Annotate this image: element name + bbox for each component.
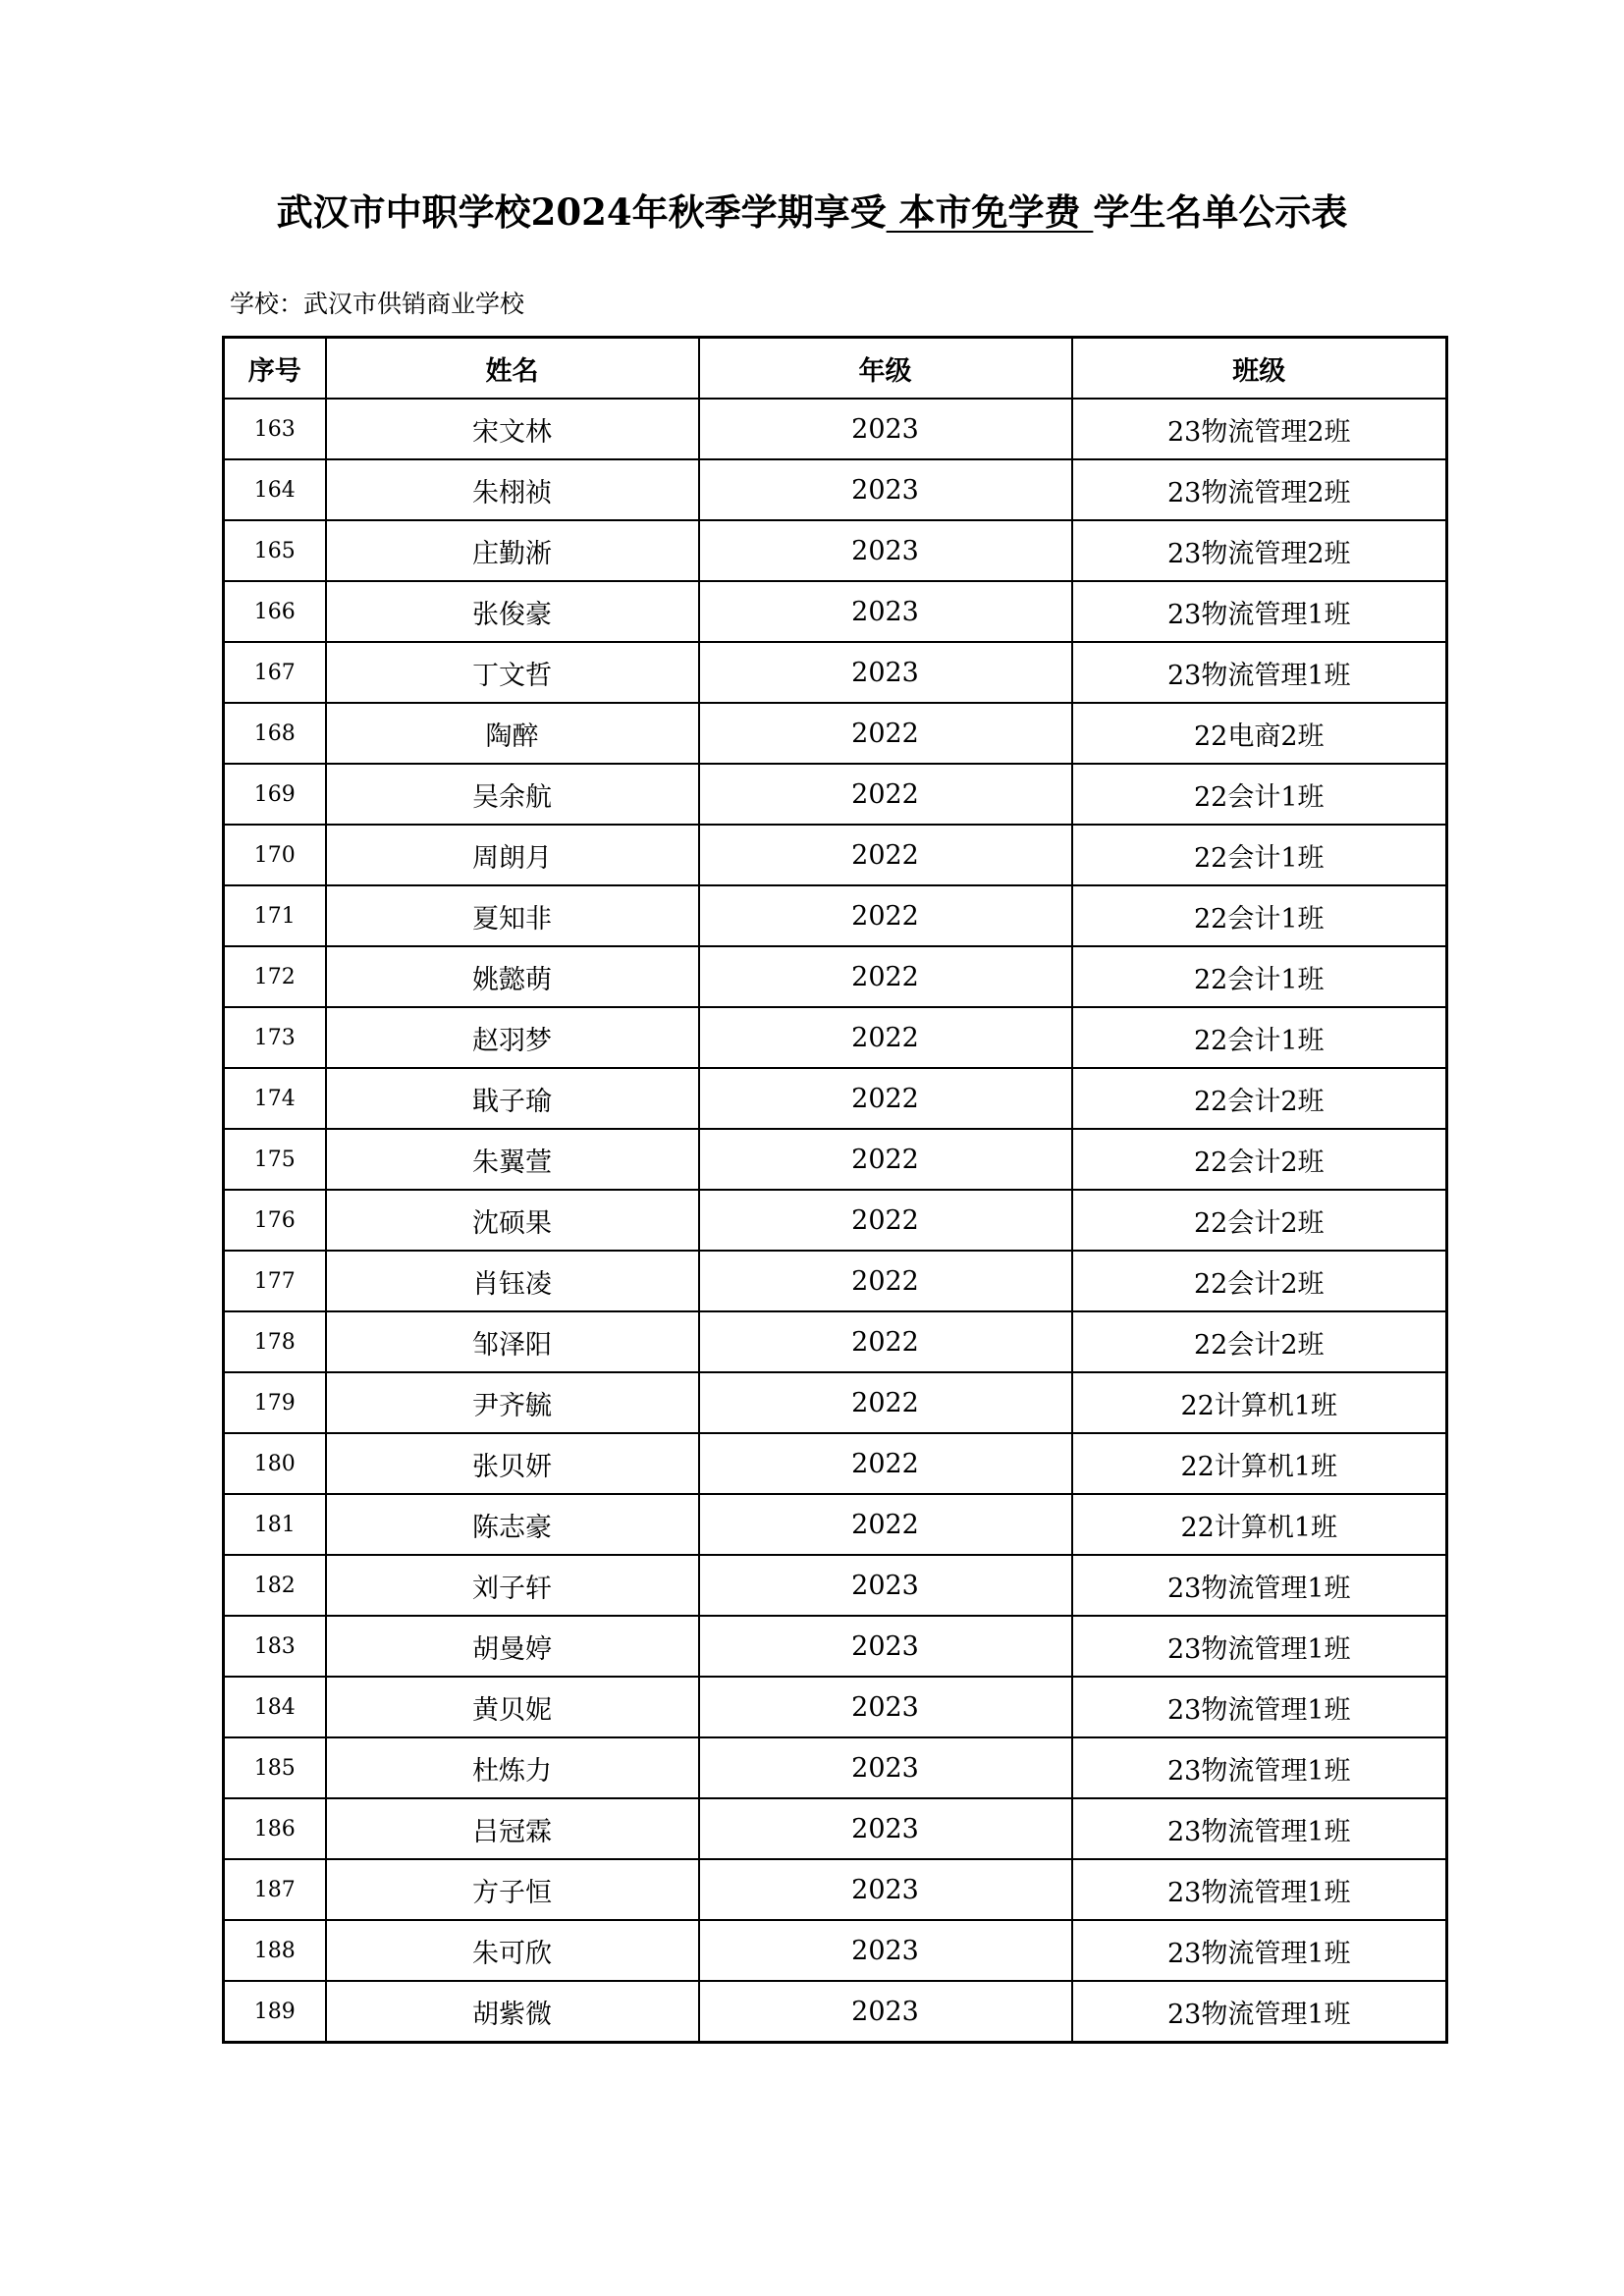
cell-grade: 2023: [699, 1677, 1072, 1737]
cell-seq: 182: [224, 1555, 326, 1616]
cell-grade: 2023: [699, 642, 1072, 703]
title-underlined-term: 本市免学费: [886, 190, 1094, 234]
cell-name: 胡紫微: [326, 1981, 699, 2043]
cell-seq: 185: [224, 1737, 326, 1798]
cell-seq: 171: [224, 885, 326, 946]
cell-class: 22会计2班: [1072, 1251, 1447, 1311]
table-row: [224, 1555, 1447, 1616]
cell-class: 23物流管理2班: [1072, 459, 1447, 520]
cell-seq: 184: [224, 1677, 326, 1737]
cell-class: 23物流管理1班: [1072, 1981, 1447, 2043]
cell-class: 22计算机1班: [1072, 1372, 1447, 1433]
cell-grade: 2023: [699, 520, 1072, 581]
table-row: [224, 581, 1447, 642]
cell-class: 23物流管理1班: [1072, 1555, 1447, 1616]
cell-class: 22会计1班: [1072, 885, 1447, 946]
table-row: [224, 399, 1447, 459]
cell-name: 赵羽梦: [326, 1007, 699, 1068]
cell-grade: 2023: [699, 1859, 1072, 1920]
cell-seq: 176: [224, 1190, 326, 1251]
cell-class: 22会计1班: [1072, 946, 1447, 1007]
cell-class: 22会计1班: [1072, 1007, 1447, 1068]
table-row: [224, 520, 1447, 581]
header-row: [224, 338, 1447, 400]
cell-seq: 187: [224, 1859, 326, 1920]
cell-seq: 189: [224, 1981, 326, 2043]
header-grade: 年级: [699, 338, 1072, 400]
cell-class: 23物流管理1班: [1072, 1616, 1447, 1677]
cell-class: 23物流管理1班: [1072, 581, 1447, 642]
cell-grade: 2022: [699, 764, 1072, 825]
cell-class: 23物流管理1班: [1072, 1920, 1447, 1981]
cell-grade: 2022: [699, 1433, 1072, 1494]
cell-seq: 166: [224, 581, 326, 642]
table-row: [224, 885, 1447, 946]
cell-name: 夏知非: [326, 885, 699, 946]
cell-grade: 2022: [699, 946, 1072, 1007]
table-row: [224, 1920, 1447, 1981]
cell-name: 张俊豪: [326, 581, 699, 642]
cell-seq: 186: [224, 1798, 326, 1859]
table-row: [224, 1007, 1447, 1068]
cell-seq: 174: [224, 1068, 326, 1129]
title-suffix: 学生名单公示表: [1093, 190, 1348, 234]
cell-grade: 2023: [699, 1920, 1072, 1981]
cell-seq: 188: [224, 1920, 326, 1981]
document-title: [0, 188, 1624, 236]
table-row: [224, 825, 1447, 885]
cell-name: 朱翼萱: [326, 1129, 699, 1190]
cell-seq: 165: [224, 520, 326, 581]
cell-grade: 2022: [699, 1190, 1072, 1251]
cell-class: 22会计1班: [1072, 764, 1447, 825]
table-row: [224, 1129, 1447, 1190]
table-body: [224, 399, 1447, 2043]
cell-seq: 178: [224, 1311, 326, 1372]
table-row: [224, 1798, 1447, 1859]
cell-grade: 2023: [699, 1981, 1072, 2043]
table-row: [224, 1859, 1447, 1920]
cell-name: 杜炼力: [326, 1737, 699, 1798]
cell-class: 22会计2班: [1072, 1190, 1447, 1251]
cell-seq: 163: [224, 399, 326, 459]
cell-grade: 2023: [699, 1616, 1072, 1677]
cell-class: 23物流管理2班: [1072, 399, 1447, 459]
cell-grade: 2022: [699, 1007, 1072, 1068]
cell-name: 朱可欣: [326, 1920, 699, 1981]
cell-name: 肖钰凌: [326, 1251, 699, 1311]
cell-grade: 2022: [699, 825, 1072, 885]
table-row: [224, 764, 1447, 825]
title-prefix: 武汉市中职学校2024年秋季学期享受: [276, 190, 887, 234]
school-name: 学校：武汉市供销商业学校: [230, 290, 525, 318]
cell-class: 22计算机1班: [1072, 1494, 1447, 1555]
table-row: [224, 1981, 1447, 2043]
cell-class: 23物流管理1班: [1072, 1798, 1447, 1859]
cell-grade: 2022: [699, 1494, 1072, 1555]
cell-name: 刘子轩: [326, 1555, 699, 1616]
cell-class: 23物流管理1班: [1072, 642, 1447, 703]
student-roster-table: [222, 336, 1448, 2044]
cell-grade: 2022: [699, 885, 1072, 946]
cell-grade: 2023: [699, 459, 1072, 520]
cell-class: 22电商2班: [1072, 703, 1447, 764]
cell-class: 22会计2班: [1072, 1068, 1447, 1129]
cell-grade: 2023: [699, 399, 1072, 459]
cell-name: 吕冠霖: [326, 1798, 699, 1859]
cell-seq: 181: [224, 1494, 326, 1555]
cell-name: 沈硕果: [326, 1190, 699, 1251]
cell-seq: 169: [224, 764, 326, 825]
cell-name: 方子恒: [326, 1859, 699, 1920]
header-class: 班级: [1072, 338, 1447, 400]
cell-class: 22会计1班: [1072, 825, 1447, 885]
cell-class: 23物流管理1班: [1072, 1677, 1447, 1737]
cell-grade: 2023: [699, 581, 1072, 642]
cell-seq: 177: [224, 1251, 326, 1311]
cell-name: 朱栩祯: [326, 459, 699, 520]
cell-grade: 2022: [699, 703, 1072, 764]
cell-grade: 2022: [699, 1251, 1072, 1311]
cell-name: 陶醉: [326, 703, 699, 764]
cell-seq: 173: [224, 1007, 326, 1068]
cell-seq: 167: [224, 642, 326, 703]
cell-name: 丁文哲: [326, 642, 699, 703]
table-row: [224, 1433, 1447, 1494]
cell-name: 宋文林: [326, 399, 699, 459]
table-row: [224, 703, 1447, 764]
table-row: [224, 459, 1447, 520]
cell-seq: 183: [224, 1616, 326, 1677]
cell-seq: 170: [224, 825, 326, 885]
cell-class: 22计算机1班: [1072, 1433, 1447, 1494]
cell-name: 张贝妍: [326, 1433, 699, 1494]
cell-name: 庄勤淅: [326, 520, 699, 581]
table-row: [224, 1494, 1447, 1555]
cell-name: 邹泽阳: [326, 1311, 699, 1372]
header-name: 姓名: [326, 338, 699, 400]
cell-seq: 168: [224, 703, 326, 764]
cell-name: 胡曼婷: [326, 1616, 699, 1677]
cell-name: 黄贝妮: [326, 1677, 699, 1737]
table-row: [224, 1677, 1447, 1737]
table-row: [224, 1616, 1447, 1677]
table-row: [224, 1251, 1447, 1311]
cell-class: 23物流管理1班: [1072, 1859, 1447, 1920]
cell-name: 戢子瑜: [326, 1068, 699, 1129]
cell-class: 22会计2班: [1072, 1129, 1447, 1190]
cell-name: 姚懿萌: [326, 946, 699, 1007]
cell-seq: 179: [224, 1372, 326, 1433]
cell-name: 陈志豪: [326, 1494, 699, 1555]
table-row: [224, 1737, 1447, 1798]
cell-grade: 2022: [699, 1129, 1072, 1190]
header-seq: 序号: [224, 338, 326, 400]
cell-class: 22会计2班: [1072, 1311, 1447, 1372]
cell-name: 周朗月: [326, 825, 699, 885]
table-row: [224, 642, 1447, 703]
cell-grade: 2022: [699, 1372, 1072, 1433]
cell-grade: 2023: [699, 1737, 1072, 1798]
cell-grade: 2022: [699, 1311, 1072, 1372]
cell-grade: 2022: [699, 1068, 1072, 1129]
cell-seq: 175: [224, 1129, 326, 1190]
cell-seq: 172: [224, 946, 326, 1007]
table-row: [224, 946, 1447, 1007]
table-row: [224, 1190, 1447, 1251]
cell-seq: 164: [224, 459, 326, 520]
cell-grade: 2023: [699, 1555, 1072, 1616]
table-header: [224, 338, 1447, 400]
table-row: [224, 1311, 1447, 1372]
cell-class: 23物流管理1班: [1072, 1737, 1447, 1798]
table-row: [224, 1068, 1447, 1129]
cell-seq: 180: [224, 1433, 326, 1494]
cell-name: 尹齐毓: [326, 1372, 699, 1433]
cell-class: 23物流管理2班: [1072, 520, 1447, 581]
cell-grade: 2023: [699, 1798, 1072, 1859]
table-row: [224, 1372, 1447, 1433]
cell-name: 吴余航: [326, 764, 699, 825]
